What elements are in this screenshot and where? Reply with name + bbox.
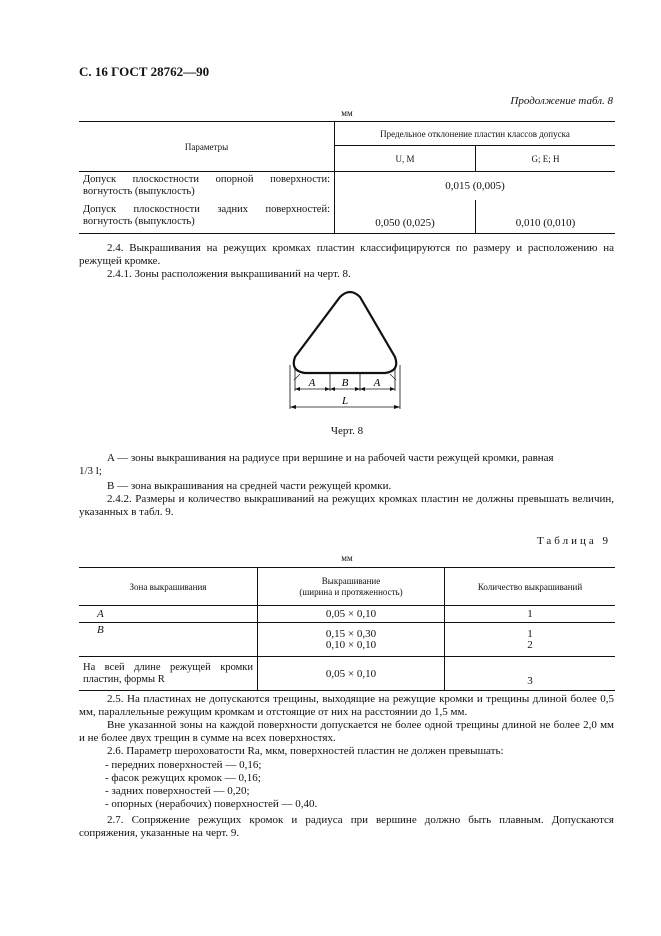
table8-row2-param: Допуск плоскостности задних поверхностей: вогнутость (выпуклость) (79, 200, 335, 234)
figure8-label-a-left: A (308, 377, 316, 389)
zone-a-line1: A — зоны выкрашивания на радиусе при вершине и на рабочей части режущей кромки, равная (107, 452, 554, 464)
table9-row-b-zone: B (79, 623, 258, 657)
table9-row-a-count: 1 (445, 606, 616, 623)
table8-unit: мм (341, 108, 353, 118)
figure8-label-a-right: A (373, 377, 381, 389)
table8-row2-um: 0,050 (0,025) (335, 200, 476, 234)
paragraph-2-7: 2.7. Сопряжение режущих кромок и радиуса при вершине должно быть плавным. Допускаются сопряжения, указанные на черт. 9. (79, 814, 614, 839)
paragraph-2-4-1: 2.4.1. Зоны расположения выкрашиваний на черт. 8. (107, 268, 351, 280)
table-9 (79, 567, 615, 691)
table9-row-b-count1: 1 (527, 627, 533, 640)
figure8-label-b: B (341, 377, 349, 389)
table8-header-geh: G; E; H (476, 146, 616, 172)
roughness-item: - передних поверхностей — 0,16; (105, 759, 262, 771)
table8-header-group: Предельное отклонение пластин классов допуска (335, 122, 616, 146)
table9-row-r-count: 3 (445, 657, 616, 691)
table8-row2-geh: 0,010 (0,010) (476, 200, 616, 234)
paragraph-2-5-cont: Вне указанной зоны на каждой поверхности допускается не более одной трещины длиной не более 2,0 мм и не более двух трещин в сумме на всех поверхностях. (79, 719, 614, 744)
table9-row-b-size2: 0,10 × 0,10 (325, 638, 377, 651)
table9-row-b-size-cell (258, 623, 445, 657)
figure8-caption: Черт. 8 (330, 425, 364, 437)
zone-a-line2: 1/3 l; (79, 465, 102, 477)
table9-header-chip-sub: (ширина и протяженность) (299, 586, 403, 597)
roughness-item-text: передних поверхностей — 0,16; (111, 759, 262, 771)
table9-header-chip: Выкрашивание (321, 575, 381, 586)
table9-row-b-size1: 0,15 × 0,30 (325, 627, 377, 640)
paragraph-2-4-2: 2.4.2. Размеры и количество выкрашиваний на режущих кромках пластин не должны превышать величин, указанных в табл. 9. (79, 493, 614, 518)
table9-row-r-zone: На всей длине режущей кромки пластин, формы R (79, 657, 258, 691)
table9-row-r-size: 0,05 × 0,10 (258, 657, 445, 691)
table-continuation-label: Продолжение табл. 8 (510, 95, 613, 107)
roughness-item-text: задних поверхностей — 0,20; (111, 785, 250, 797)
roughness-item: - задних поверхностей — 0,20; (105, 785, 250, 797)
paragraph-2-4: 2.4. Выкрашивания на режущих кромках пластин классифицируются по размеру и расположению на режущей кромке. (79, 242, 614, 267)
roughness-item: - опорных (нерабочих) поверхностей — 0,40. (105, 798, 318, 810)
table9-caption: Таблица 9 (536, 535, 611, 547)
page-header: С. 16 ГОСТ 28762—90 (79, 64, 210, 79)
table9-row-a-zone: A (79, 606, 258, 623)
roughness-item-text: фасок режущих кромок — 0,16; (111, 772, 261, 784)
table-8 (79, 121, 615, 234)
figure-8-drawing (280, 285, 410, 415)
table8-header-um: U, M (335, 146, 476, 172)
paragraph-2-5: 2.5. На пластинах не допускаются трещины, выходящие на режущие кромки и трещины длиной более 0,5 мм, параллельные режущим кромкам и отстоящие от них на расстоянии до 1,5 мм. (79, 693, 614, 718)
table8-row1-param: Допуск плоскостности опорной поверхности: вогнутость (выпуклость) (79, 172, 335, 200)
roughness-item-text: опорных (нерабочих) поверхностей — 0,40. (111, 798, 318, 810)
table9-row-a-size: 0,05 × 0,10 (258, 606, 445, 623)
roughness-list (79, 759, 614, 811)
paragraph-2-6: 2.6. Параметр шероховатости Ra, мкм, поверхностей пластин не должен превышать: (107, 745, 504, 757)
zone-b-line: B — зона выкрашивания на средней части режущей кромки. (107, 480, 392, 492)
roughness-item: - фасок режущих кромок — 0,16; (105, 772, 261, 784)
table9-header-zone: Зона выкрашивания (79, 568, 258, 606)
table8-header-params: Параметры (79, 122, 335, 172)
figure8-label-l: L (341, 395, 349, 407)
table9-header-count: Количество выкрашиваний (445, 568, 616, 606)
table8-row1-value: 0,015 (0,005) (445, 179, 505, 192)
table9-unit: мм (341, 553, 353, 563)
table9-row-b-count2: 2 (527, 638, 533, 651)
table9-header-chip-cell (258, 568, 445, 606)
table9-row-b-count-cell (445, 623, 616, 657)
